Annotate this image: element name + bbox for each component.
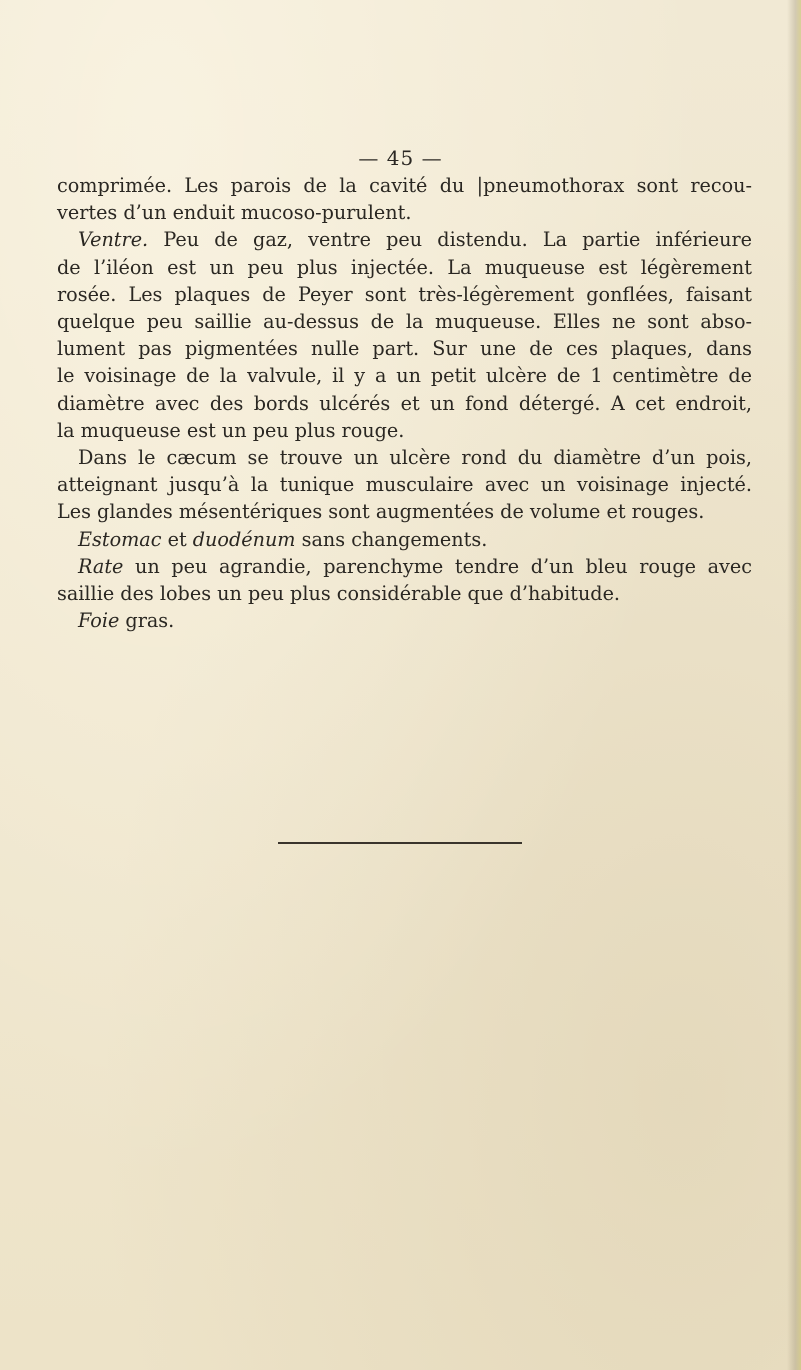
text-run: un peu agrandie, parenchyme tendre d’un bleu rouge avec bbox=[123, 554, 752, 578]
text-run: et bbox=[161, 527, 193, 551]
text-line bbox=[57, 580, 752, 607]
text-line bbox=[57, 335, 752, 362]
text-run: Peu de gaz, ventre peu distendu. La partie inférieure bbox=[148, 228, 752, 252]
text-run: le voisinage de la valvule, il y a un petit ulcère de 1 centimètre de bbox=[57, 364, 752, 388]
text-run: de l’iléon est un peu plus injectée. La muqueuse est légèrement bbox=[57, 255, 752, 279]
text-line bbox=[57, 254, 752, 281]
text-run: sans changements. bbox=[295, 527, 488, 551]
text-line bbox=[57, 362, 752, 389]
text-line bbox=[57, 390, 752, 417]
text-line bbox=[57, 417, 752, 444]
text-run: saillie des lobes un peu plus considérable que d’habitude. bbox=[57, 582, 621, 606]
text-line bbox=[57, 199, 752, 226]
text-run: gras. bbox=[119, 609, 175, 633]
italic-term: duodénum bbox=[192, 527, 296, 551]
text-run: diamètre avec des bords ulcérés et un fond détergé. A cet endroit, bbox=[57, 391, 752, 415]
page-number: — 45 — bbox=[358, 146, 443, 170]
text-run: rosée. Les plaques de Peyer sont très-légèrement gonflées, faisant bbox=[57, 282, 752, 306]
text-line bbox=[57, 172, 752, 199]
italic-term: Ventre. bbox=[78, 228, 149, 252]
italic-term: Estomac bbox=[78, 527, 162, 551]
text-line bbox=[57, 226, 752, 253]
section-rule bbox=[278, 842, 522, 844]
text-line bbox=[57, 526, 752, 553]
italic-term: Foie bbox=[78, 609, 120, 633]
body-text bbox=[57, 172, 752, 634]
text-run: vertes d’un enduit mucoso-purulent. bbox=[57, 201, 412, 225]
text-run: lument pas pigmentées nulle part. Sur une de ces plaques, dans bbox=[57, 337, 752, 361]
text-line bbox=[57, 444, 752, 471]
text-line bbox=[57, 498, 752, 525]
text-line bbox=[57, 308, 752, 335]
text-run: la muqueuse est un peu plus rouge. bbox=[57, 418, 405, 442]
text-line bbox=[57, 607, 752, 634]
italic-term: Rate bbox=[78, 554, 124, 578]
text-run: atteignant jusqu’à la tunique musculaire avec un voisinage injecté. bbox=[57, 473, 752, 497]
text-line bbox=[57, 471, 752, 498]
text-run: Dans le cæcum se trouve un ulcère rond du diamètre d’un pois, bbox=[78, 446, 752, 470]
text-line bbox=[57, 553, 752, 580]
text-run: quelque peu saillie au-dessus de la muqueuse. Elles ne sont abso- bbox=[57, 310, 752, 334]
text-run: comprimée. Les parois de la cavité du |pneumothorax sont recou- bbox=[57, 174, 752, 197]
text-run: Les glandes mésentériques sont augmentées de volume et rouges. bbox=[57, 500, 705, 524]
page-edge bbox=[787, 0, 801, 1370]
text-line bbox=[57, 281, 752, 308]
